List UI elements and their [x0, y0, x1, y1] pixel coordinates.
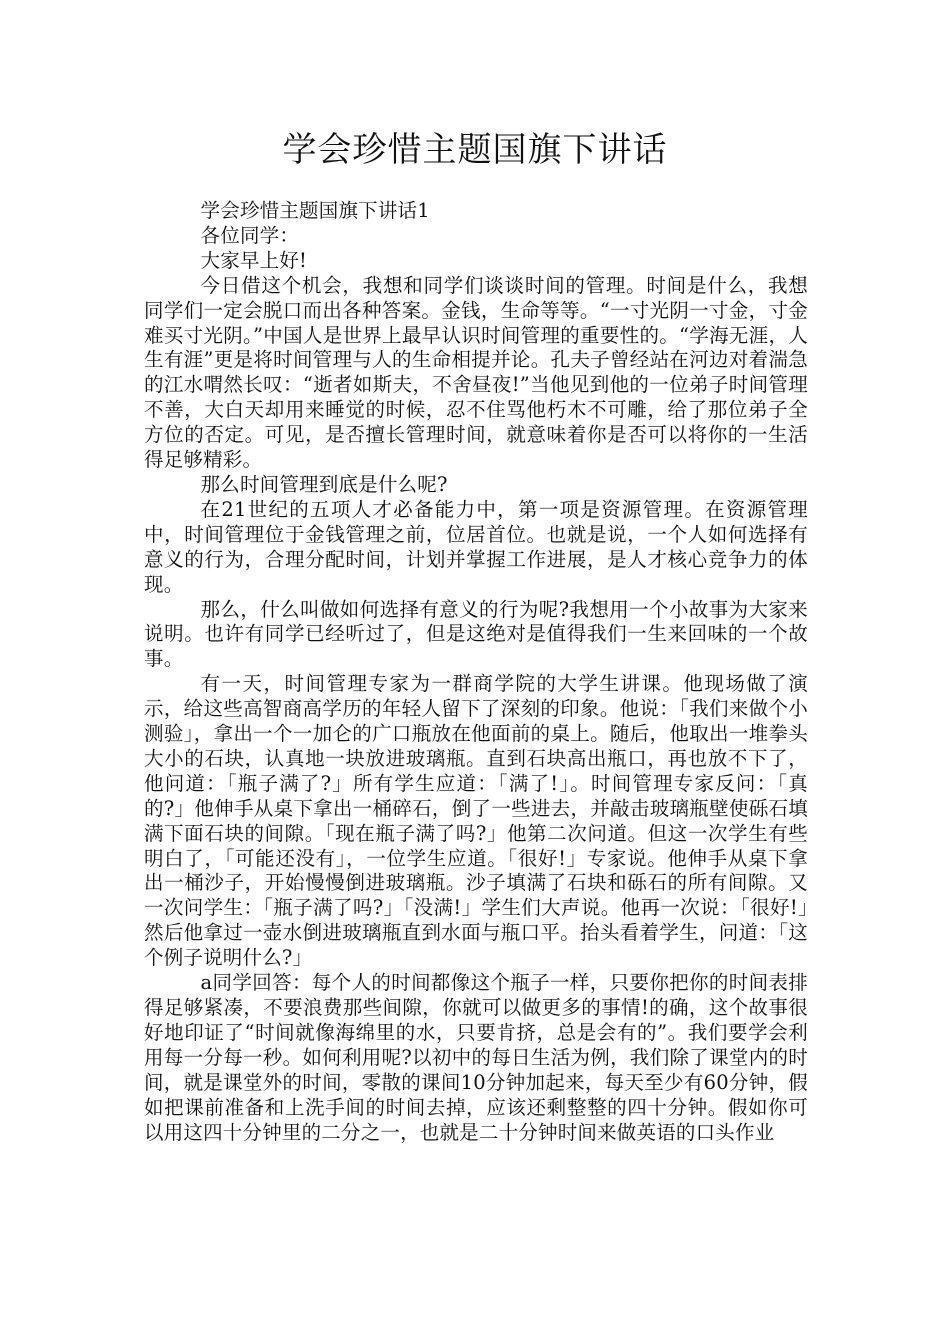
greeting-paragraph: 大家早上好!: [200, 248, 308, 272]
subtitle-paragraph: 学会珍惜主题国旗下讲话1: [200, 199, 430, 222]
body-paragraph: 在21世纪的五项人才必备能力中，第一项是资源管理。在资源管理中，时间管理位于金钱管理之前，位居首位。也就是说，一个人如何选择有意义的行为，合理分配时间，计划并掌握工作进展，是人才核心竞争力的体现。: [144, 497, 808, 596]
body-paragraph: 今日借这个机会，我想和同学们谈谈时间的管理。时间是什么，我想同学们一定会脱口而出各种答案。金钱，生命等等。“一寸光阴一寸金，寸金难买寸光阴。”中国人是世界上最早认识时间管理的重要性的。“学海无涯，人生有涯”更是将时间管理与人的生命相提并论。孔夫子曾经站在河边对着湍急的江水喟然长叹：“逝者如斯夫，不舍昼夜!”当他见到他的一位弟子时间管理不善，大白天却用来睡觉的时候，忍不住骂他朽木不可雕，给了那位弟子全方位的否定。可见，是否擅长管理时间，就意味着你是否可以将你的一生活得足够精彩。: [144, 273, 808, 472]
body-paragraph: 那么时间管理到底是什么呢?: [200, 472, 448, 496]
document-title: 学会珍惜主题国旗下讲话: [282, 130, 668, 170]
body-paragraph: 那么，什么叫做如何选择有意义的行为呢?我想用一个小故事为大家来说明。也许有同学已经听过了，但是这绝对是值得我们一生来回味的一个故事。: [144, 597, 808, 671]
salutation-paragraph: 各位同学：: [200, 223, 300, 247]
body-paragraph: 有一天，时间管理专家为一群商学院的大学生讲课。他现场做了演示，给这些高智商高学历的年轻人留下了深刻的印象。他说：「我们来做个小测验」，拿出一个一加仑的广口瓶放在他面前的桌上。随后，他取出一堆拳头大小的石块，认真地一块放进玻璃瓶。直到石块高出瓶口，再也放不下了，他问道：「瓶子满了?」所有学生应道：「满了!」。时间管理专家反问：「真的?」他伸手从桌下拿出一桶碎石，倒了一些进去，并敲击玻璃瓶壁使砾石填满下面石块的间隙。「现在瓶子满了吗?」他第二次问道。但这一次学生有些明白了，「可能还没有」，一位学生应道。「很好!」专家说。他伸手从桌下拿出一桶沙子，开始慢慢倒进玻璃瓶。沙子填满了石块和砾石的所有间隙。又一次问学生：「瓶子满了吗?」「没满!」学生们大声说。他再一次说：「很好!」然后他拿过一壶水倒进玻璃瓶直到水面与瓶口平。抬头看着学生，问道：「这个例子说明什么?」: [144, 672, 808, 970]
body-paragraph: a同学回答：每个人的时间都像这个瓶子一样，只要你把你的时间表排得足够紧凑，不要浪费那些间隙，你就可以做更多的事情!的确，这个故事很好地印证了“时间就像海绵里的水，只要肯挤，总是会有的”。我们要学会利用每一分每一秒。如何利用呢?以初中的每日生活为例，我们除了课堂内的时间，就是课堂外的时间，零散的课间10分钟加起来，每天至少有60分钟，假如把课前准备和上洗手间的时间去掉，应该还剩整整的四十分钟。假如你可以用这四十分钟里的二分之一，也就是二十分钟时间来做英语的口头作业: [144, 971, 808, 1144]
document-body: [144, 199, 808, 1145]
